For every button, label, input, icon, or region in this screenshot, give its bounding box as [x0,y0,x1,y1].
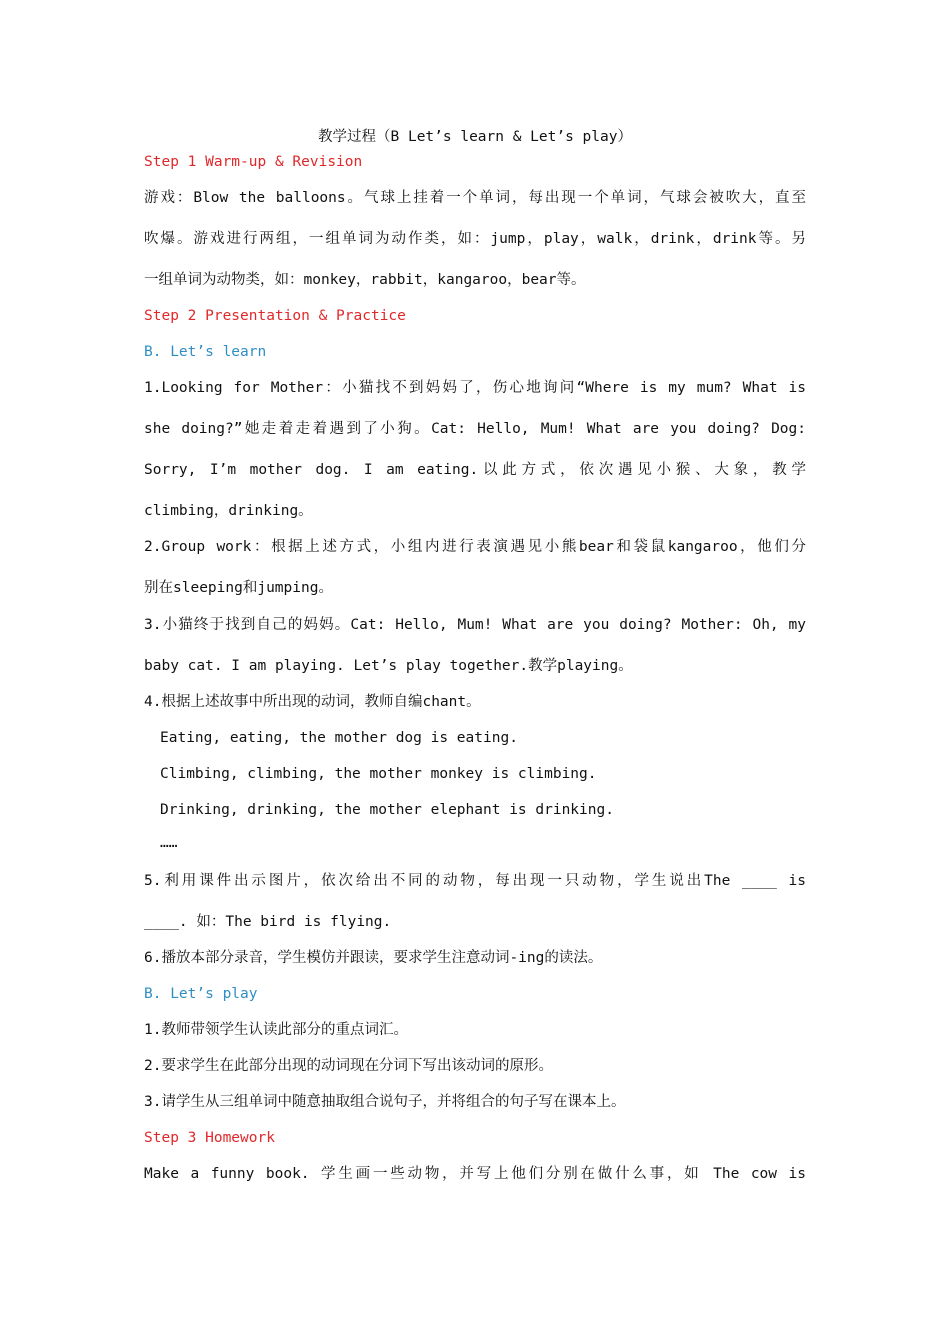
chant-line-2: Climbing, climbing, the mother monkey is climbing. [160,766,597,782]
page-title: 教学过程（B Let’s learn & Let’s play） [318,129,632,145]
learn-item3-line-2: baby cat. I am playing. Let’s play together.教学playing。 [144,658,633,674]
learn-item3-line-1: 3.小猫终于找到自己的妈妈。Cat: Hello, Mum! What are you doing? Mother: Oh, my [144,617,806,633]
learn-item1-line-1: 1.Looking for Mother：小猫找不到妈妈了，伤心地询问“Where is my mum? What is [144,380,806,396]
chant-ellipsis: …… [160,835,178,851]
step3-line-1: Make a funny book. 学生画一些动物，并写上他们分别在做什么事，如 The cow is [144,1166,806,1182]
learn-item5-line-2: ____. 如：The bird is flying. [144,914,392,930]
step1-line-1: 游戏：Blow the balloons。气球上挂着一个单词，每出现一个单词，气球会被吹大，直至 [144,190,806,206]
document-page [144,0,806,1344]
step1-heading: Step 1 Warm-up & Revision [144,154,363,170]
chant-line-1: Eating, eating, the mother dog is eating. [160,730,518,746]
lets-play-heading: B. Let’s play [144,986,258,1002]
step1-line-3: 一组单词为动物类，如：monkey，rabbit，kangaroo，bear等。 [144,272,586,288]
learn-item1-line-3: Sorry, I’m mother dog. I am eating.以此方式，依次遇见小猴、大象，教学 [144,462,806,478]
chant-line-3: Drinking, drinking, the mother elephant is drinking. [160,802,614,818]
step2-heading: Step 2 Presentation & Practice [144,308,406,324]
lets-learn-heading: B. Let’s learn [144,344,267,360]
learn-item2-line-1: 2.Group work：根据上述方式，小组内进行表演遇见小熊bear和袋鼠kangaroo，他们分 [144,539,806,555]
learn-item1-line-4: climbing，drinking。 [144,503,313,519]
learn-item2-line-2: 别在sleeping和jumping。 [144,580,333,596]
play-item-3: 3.请学生从三组单词中随意抽取组合说句子，并将组合的句子写在课本上。 [144,1094,626,1110]
learn-item4: 4.根据上述故事中所出现的动词，教师自编chant。 [144,694,481,710]
learn-item5-line-1: 5.利用课件出示图片，依次给出不同的动物，每出现一只动物，学生说出The ____ is [144,873,806,889]
play-item-2: 2.要求学生在此部分出现的动词现在分词下写出该动词的原形。 [144,1058,553,1074]
play-item-1: 1.教师带领学生认读此部分的重点词汇。 [144,1022,408,1038]
learn-item1-line-2: she doing?”她走着走着遇到了小狗。Cat: Hello, Mum! What are you doing? Dog: [144,421,806,437]
step1-line-2: 吹爆。游戏进行两组，一组单词为动作类，如：jump，play，walk，drink，drink等。另 [144,231,806,247]
step3-heading: Step 3 Homework [144,1130,275,1146]
learn-item6: 6.播放本部分录音，学生模仿并跟读，要求学生注意动词-ing的读法。 [144,950,603,966]
